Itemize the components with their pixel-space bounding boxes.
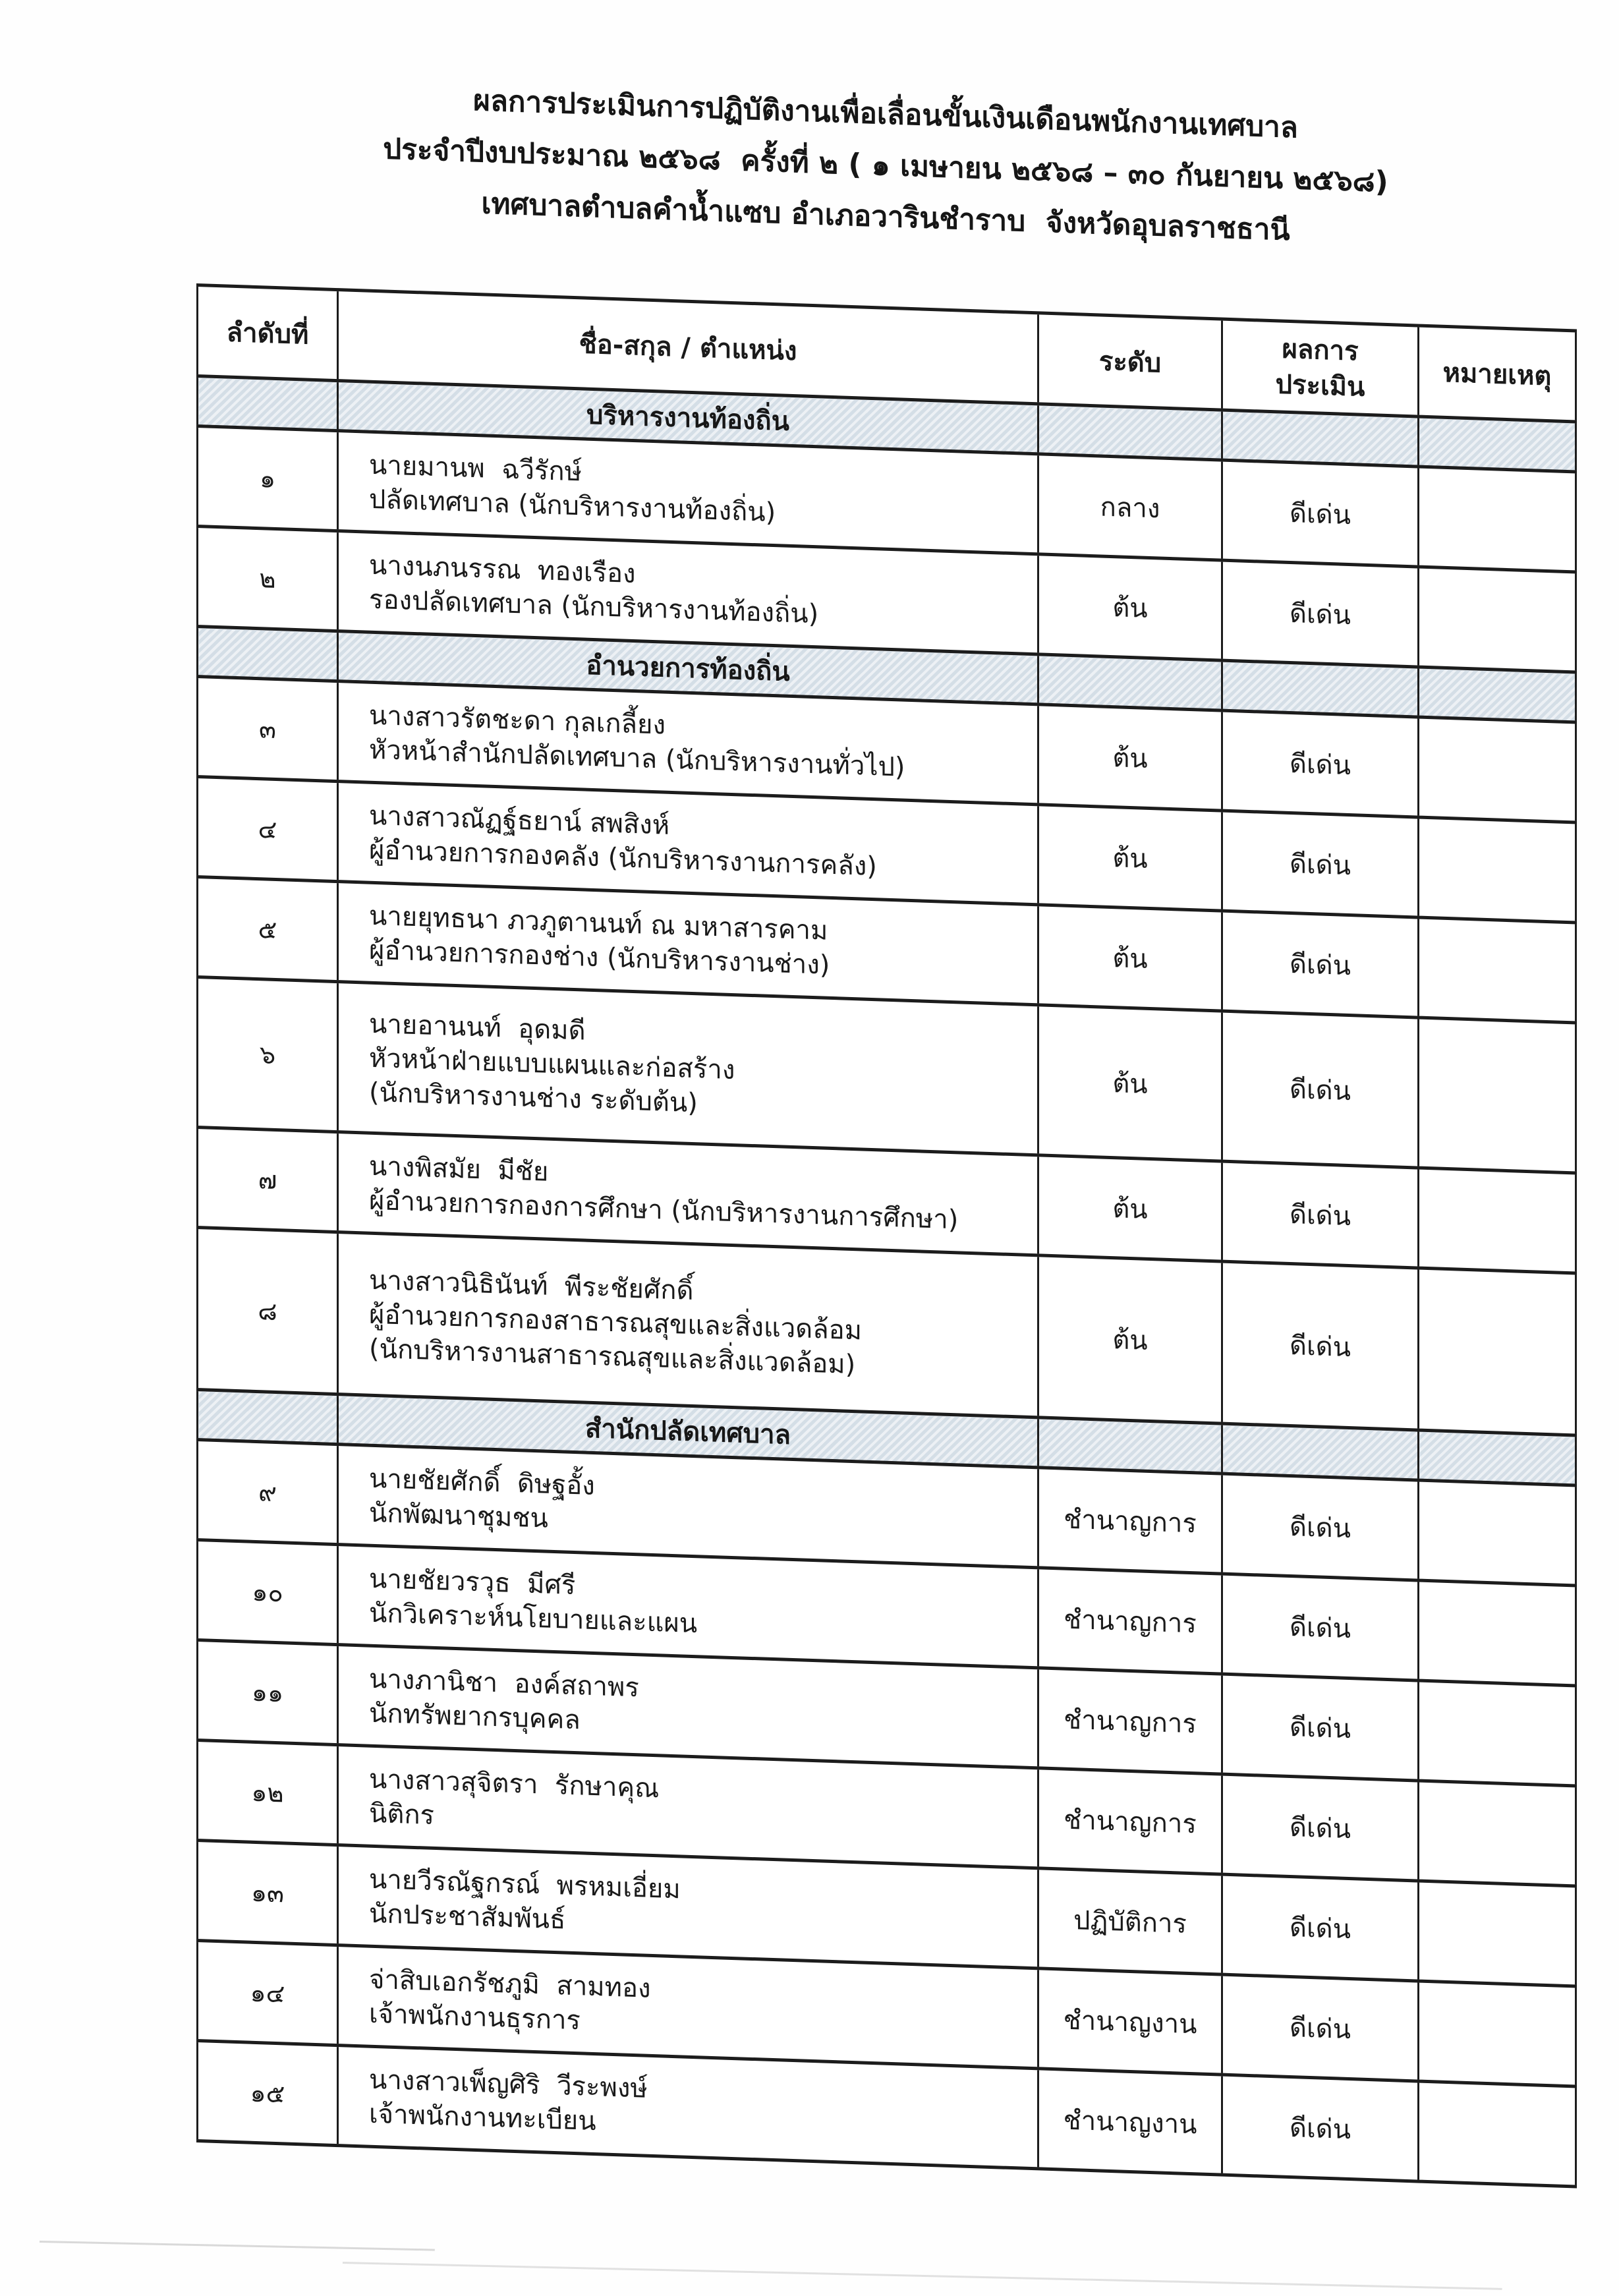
section-cell — [1419, 416, 1576, 472]
row-number: ๒ — [198, 527, 338, 631]
title-line-1: ผลการประเมินการปฏิบัติงานเพื่อเลื่อนขั้นเงินเดือนพนักงานเทศบาล — [473, 83, 1298, 145]
employee-position: หัวหน้าสำนักปลัดเทศบาล (นักบริหารงานทั่วไป) — [369, 734, 905, 783]
employee-name: นายอานนท์ อุดมดี — [369, 1008, 586, 1047]
result-cell: ดีเด่น — [1222, 1674, 1419, 1781]
document-content — [196, 0, 1575, 2188]
section-label: สำนักปลัดเทศบาล — [584, 1413, 791, 1450]
result-cell: ดีเด่น — [1222, 1474, 1419, 1580]
remark-cell — [1419, 1268, 1576, 1435]
section-cell — [1419, 1430, 1576, 1485]
employee-position-line2: (นักบริหารงานสาธารณสุขและสิ่งแวดล้อม) — [369, 1333, 856, 1380]
row-number: ๘ — [198, 1228, 338, 1394]
title-line-2: ประจำปีงบประมาณ ๒๕๖๘ ครั้งที่ ๒ ( ๑ เมษายน ๒๕๖๘ – ๓๐ กันยายน ๒๕๖๘) — [383, 132, 1388, 200]
remark-cell — [1419, 817, 1576, 923]
remark-cell — [1419, 1881, 1576, 1986]
name-position-cell — [338, 982, 1038, 1155]
level-cell: ต้น — [1038, 1155, 1222, 1261]
employee-position: ปลัดเทศบาล (นักบริหารงานท้องถิ่น) — [369, 484, 776, 528]
header-name-position: ชื่อ-สกุล / ตำแหน่ง — [338, 290, 1038, 404]
employee-position: หัวหน้าฝ่ายแบบแผนและก่อสร้าง — [369, 1043, 735, 1085]
level-cell: ชำนาญการ — [1038, 1468, 1222, 1574]
remark-cell — [1419, 1480, 1576, 1586]
row-number: ๑๒ — [198, 1740, 338, 1845]
name-position-cell — [338, 1232, 1038, 1418]
employee-name: นายวีรณัฐกรณ์ พรหมเอี่ยม — [369, 1864, 681, 1905]
employee-position: นักประชาสัมพันธ์ — [369, 1898, 566, 1936]
row-number: ๗ — [198, 1128, 338, 1232]
employee-name: นางสาวรัตชะดา กุลเกลี้ยง — [369, 700, 666, 741]
scan-artifact-line — [40, 2241, 435, 2251]
header-no: ลำดับที่ — [198, 285, 338, 381]
scan-artifact-line — [343, 2262, 1502, 2290]
remark-cell — [1419, 1680, 1576, 1786]
employee-position: ผู้อำนวยการกองการศึกษา (นักบริหารงานการศึกษา) — [369, 1185, 959, 1235]
row-number: ๑๓ — [198, 1841, 338, 1945]
employee-name: นางสาวสุจิตรา รักษาคุณ — [369, 1764, 660, 1804]
result-cell: ดีเด่น — [1222, 1574, 1419, 1680]
row-number: ๑๕ — [198, 2041, 338, 2146]
employee-position: รองปลัดเทศบาล (นักบริหารงานท้องถิ่น) — [369, 584, 819, 629]
level-cell: ชำนาญการ — [1038, 1568, 1222, 1674]
remark-cell — [1419, 1580, 1576, 1686]
result-cell: ดีเด่น — [1222, 460, 1419, 567]
section-label: อำนวยการท้องถิ่น — [586, 650, 790, 687]
result-cell: ดีเด่น — [1222, 710, 1419, 817]
section-label: บริหารงานท้องถิ่น — [586, 399, 789, 437]
remark-cell — [1419, 1781, 1576, 1886]
row-number: ๔ — [198, 777, 338, 882]
employee-name: นายมานพ ฉวีรักษ์ — [369, 449, 582, 487]
result-cell: ดีเด่น — [1222, 1974, 1419, 2081]
section-cell — [1222, 410, 1419, 467]
result-cell: ดีเด่น — [1222, 911, 1419, 1018]
employee-position: เจ้าพนักงานธุรการ — [369, 1998, 581, 2036]
level-cell: ชำนาญการ — [1038, 1768, 1222, 1874]
result-cell: ดีเด่น — [1222, 1011, 1419, 1168]
evaluation-results-table — [196, 283, 1577, 2188]
row-number: ๑๔ — [198, 1941, 338, 2046]
level-cell: ต้น — [1038, 704, 1222, 811]
level-cell: ชำนาญการ — [1038, 1668, 1222, 1774]
level-cell: ต้น — [1038, 905, 1222, 1011]
employee-position: ผู้อำนวยการกองสาธารณสุขและสิ่งแวดล้อม — [369, 1299, 863, 1346]
employee-name: นางสาวเพ็ญศิริ วีระพงษ์ — [369, 2064, 648, 2104]
employee-position: ผู้อำนวยการกองคลัง (นักบริหารงานการคลัง) — [369, 834, 877, 882]
result-cell: ดีเด่น — [1222, 1774, 1419, 1881]
level-cell: ชำนาญงาน — [1038, 1968, 1222, 2075]
employee-position: เจ้าพนักงานทะเบียน — [369, 2098, 596, 2137]
employee-name: จ่าสิบเอกรัชภูมิ สามทอง — [369, 1964, 651, 2004]
section-cell — [1038, 404, 1222, 460]
row-number: ๑๑ — [198, 1640, 338, 1745]
level-cell: ชำนาญงาน — [1038, 2069, 1222, 2175]
employee-name: นางสาวณัฏฐ์ธยาน์ สพสิงห์ — [369, 800, 670, 841]
employee-position: นักพัฒนาชุมชน — [369, 1497, 548, 1534]
remark-cell — [1419, 1018, 1576, 1173]
section-cell — [1038, 1418, 1222, 1474]
section-cell — [1419, 667, 1576, 722]
row-number: ๖ — [198, 977, 338, 1132]
header-remark: หมายเหตุ — [1419, 326, 1576, 422]
remark-cell — [1419, 1981, 1576, 2086]
section-cell — [198, 376, 338, 431]
result-cell: ดีเด่น — [1222, 2075, 1419, 2181]
section-cell — [1038, 654, 1222, 710]
result-cell: ดีเด่น — [1222, 811, 1419, 917]
level-cell: ต้น — [1038, 554, 1222, 660]
employee-position: ผู้อำนวยการกองช่าง (นักบริหารงานช่าง) — [369, 934, 830, 981]
result-cell: ดีเด่น — [1222, 560, 1419, 667]
section-cell — [198, 1390, 338, 1445]
header-result-line2: ประเมิน — [1275, 368, 1365, 403]
remark-cell — [1419, 2081, 1576, 2187]
row-number: ๓ — [198, 677, 338, 782]
header-result — [1222, 319, 1419, 416]
level-cell: ต้น — [1038, 1005, 1222, 1161]
level-cell: ปฏิบัติการ — [1038, 1868, 1222, 1974]
remark-cell — [1419, 467, 1576, 572]
section-cell — [1222, 1423, 1419, 1480]
row-number: ๕ — [198, 877, 338, 982]
employee-position: นักทรัพยากรบุคคล — [369, 1698, 581, 1735]
remark-cell — [1419, 917, 1576, 1023]
header-level: ระดับ — [1038, 313, 1222, 410]
employee-name: นายชัยวรวุธ มีศรี — [369, 1563, 576, 1601]
employee-position: นิติกร — [369, 1798, 435, 1831]
title-line-3: เทศบาลตำบลคำน้ำแซบ อำเภอวารินชำราบ จังหวัดอุบลราชธานี — [481, 187, 1290, 248]
section-cell — [198, 627, 338, 681]
remark-cell — [1419, 717, 1576, 822]
section-cell — [1222, 660, 1419, 717]
employee-name: นางสาวนิธินันท์ พีระชัยศักดิ์ — [369, 1265, 694, 1306]
result-cell: ดีเด่น — [1222, 1874, 1419, 1981]
row-number: ๑๐ — [198, 1540, 338, 1645]
level-cell: ต้น — [1038, 1255, 1222, 1423]
employee-name: นายยุทธนา ภวภูตานนท์ ณ มหาสารคาม — [369, 900, 828, 946]
employee-position-line2: (นักบริหารงานช่าง ระดับต้น) — [369, 1077, 698, 1118]
document-title — [196, 66, 1575, 266]
employee-name: นางภานิชา องค์สถาพร — [369, 1663, 639, 1703]
remark-cell — [1419, 1168, 1576, 1273]
result-cell: ดีเด่น — [1222, 1161, 1419, 1268]
employee-name: นางนภนรรณ ทองเรือง — [369, 550, 636, 589]
employee-name: นายชัยศักดิ์ ดิษฐอั้ง — [369, 1463, 595, 1501]
result-cell: ดีเด่น — [1222, 1261, 1419, 1430]
row-number: ๑ — [198, 426, 338, 531]
employee-position: นักวิเคราะห์นโยบายและแผน — [369, 1597, 698, 1639]
remark-cell — [1419, 567, 1576, 672]
employee-name: นางพิสมัย มีชัย — [369, 1151, 549, 1188]
level-cell: กลาง — [1038, 454, 1222, 560]
level-cell: ต้น — [1038, 805, 1222, 911]
header-result-line1: ผลการ — [1282, 333, 1359, 367]
row-number: ๙ — [198, 1440, 338, 1545]
